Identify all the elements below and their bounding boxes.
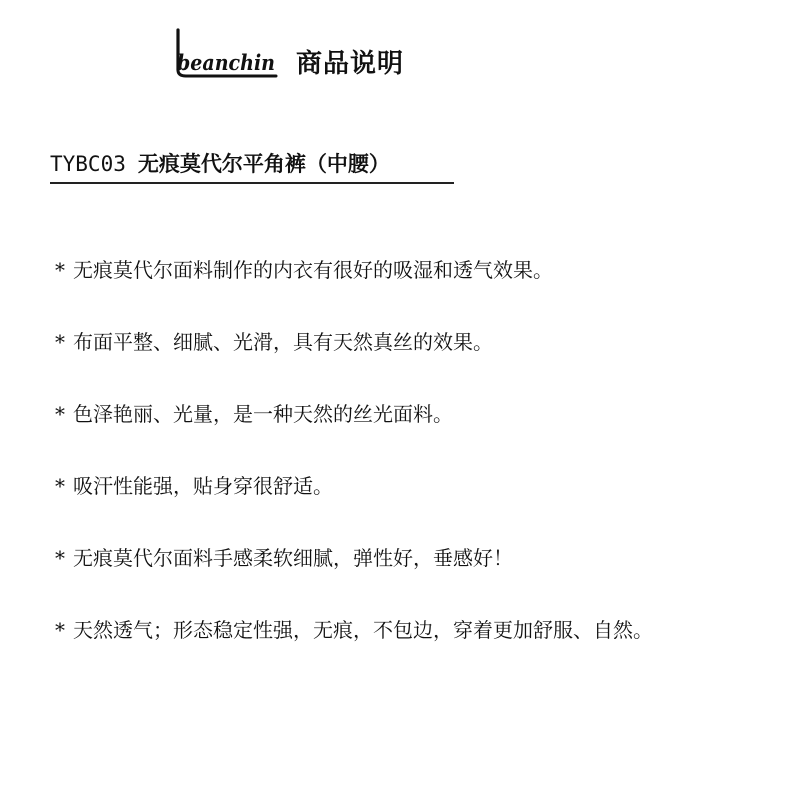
product-title [50, 148, 454, 184]
bullet-asterisk: * [55, 258, 65, 282]
feature-item [55, 466, 775, 506]
product-name: 无痕莫代尔平角裤（中腰） [137, 151, 390, 176]
brand-logo [172, 28, 282, 82]
bullet-asterisk: * [55, 330, 65, 354]
feature-text: 天然透气；形态稳定性强，无痕，不包边，穿着更加舒服、自然。 [73, 618, 653, 642]
header-title: 商品说明 [296, 49, 405, 79]
feature-item [55, 610, 775, 650]
feature-item [55, 322, 775, 362]
feature-text: 色泽艳丽、光量，是一种天然的丝光面料。 [73, 402, 453, 426]
logo-wordmark: beanchin [177, 50, 275, 75]
feature-text: 无痕莫代尔面料手感柔软细腻，弹性好，垂感好！ [73, 546, 513, 570]
feature-text: 无痕莫代尔面料制作的内衣有很好的吸湿和透气效果。 [73, 258, 553, 282]
feature-item [55, 250, 775, 290]
feature-item [55, 538, 775, 578]
feature-list [55, 250, 775, 682]
bullet-asterisk: * [55, 402, 65, 426]
product-code: TYBC03 [50, 152, 126, 176]
bullet-asterisk: * [55, 474, 65, 498]
feature-text: 吸汗性能强，贴身穿很舒适。 [73, 474, 333, 498]
bullet-asterisk: * [55, 618, 65, 642]
feature-text: 布面平整、细腻、光滑，具有天然真丝的效果。 [73, 330, 493, 354]
page-header [172, 22, 404, 82]
bullet-asterisk: * [55, 546, 65, 570]
feature-item [55, 394, 775, 434]
brand-logo-graphic [172, 28, 282, 82]
